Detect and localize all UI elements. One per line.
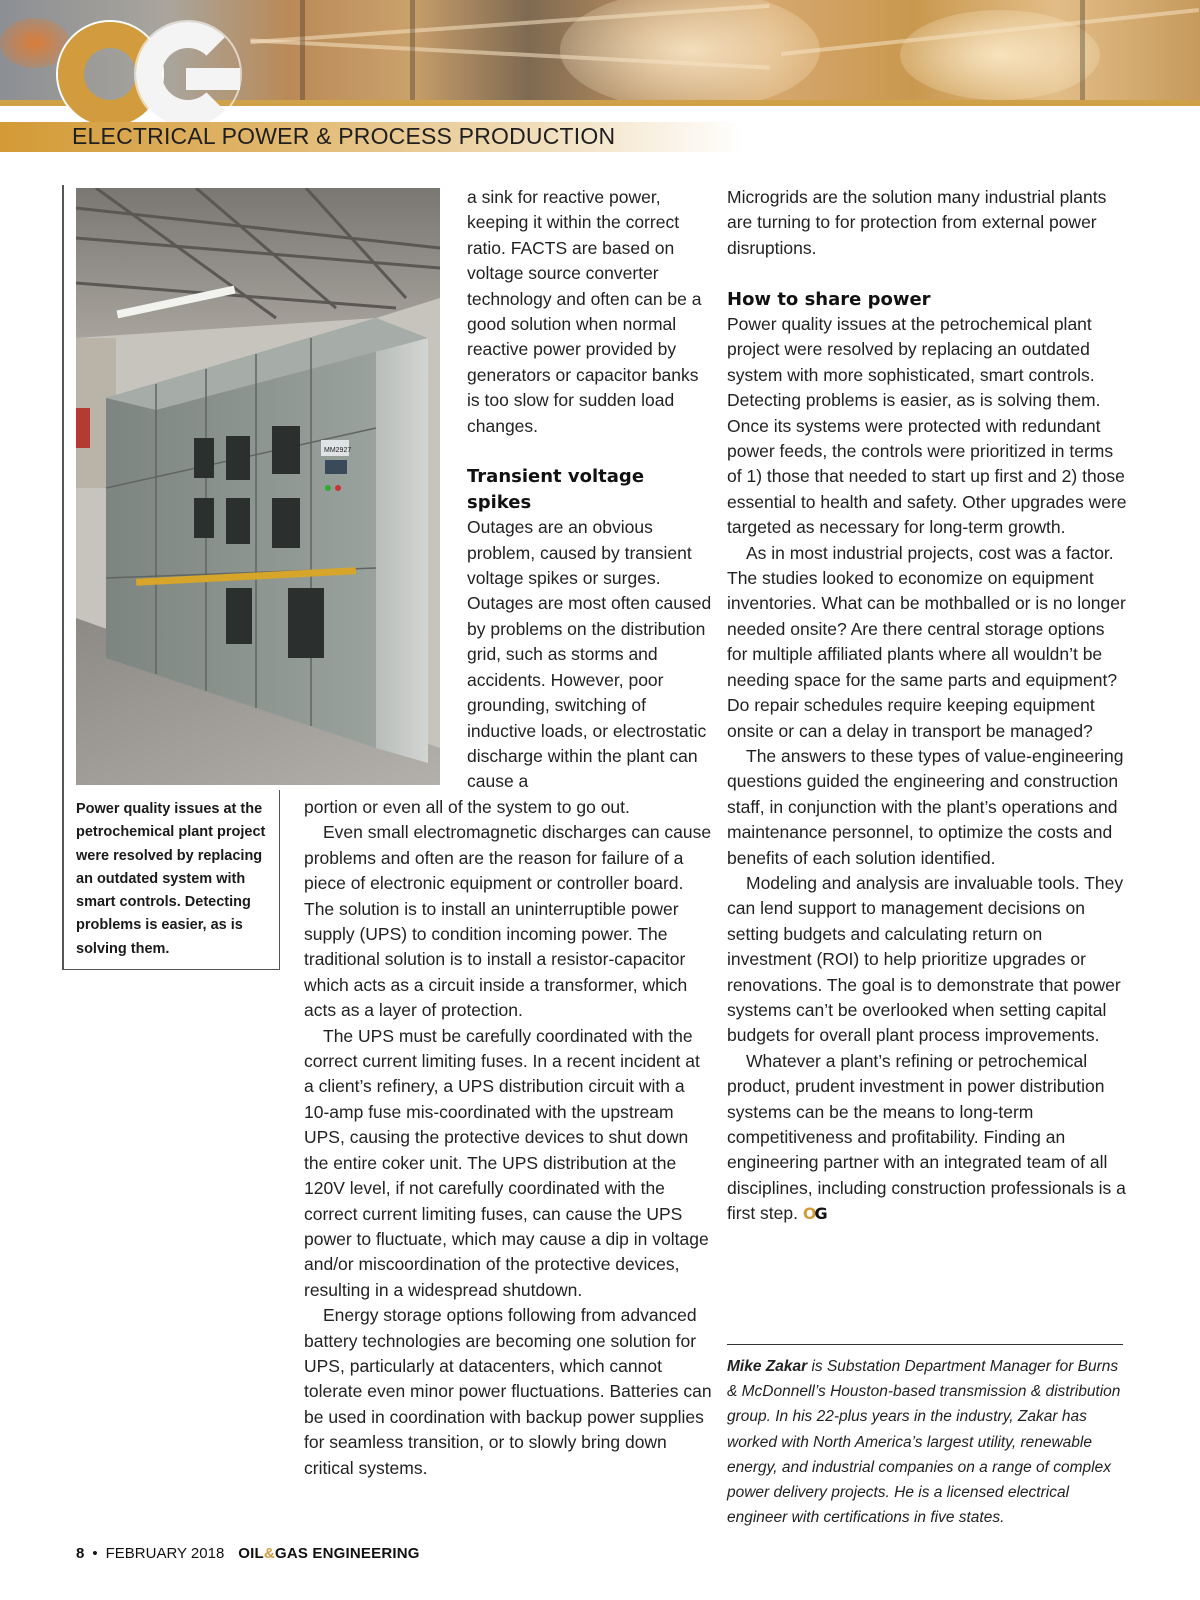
author-bio (727, 1354, 1127, 1530)
paragraph: The UPS must be carefully coordinated with the correct current limiting fuses. In a recent incident at a client’s refinery, a UPS distribution circuit with a 10-amp fuse mis-coordinated with the upstream UPS, causing the protective devices to shut down the entire coker unit. The UPS distribution at the 120V level, if not carefully coordinated with the correct current limiting fuses, can cause the UPS power to fluctuate, which may cause a dip in voltage and/or miscoordination of the protective devices, resulting in a widespread shutdown. (304, 1025, 709, 1300)
bio-divider (727, 1344, 1123, 1345)
paragraph: Energy storage options following from advanced battery technologies are becoming one solution for UPS, particularly at datacenters, which cannot tolerate even minor power fluctuations. Batteries can be used in coordination with backup power supplies for seamless transition, or to slowly bring down critical systems. (304, 1305, 712, 1478)
paragraph: Power quality issues at the petrochemical plant project were resolved by replacing an outdated system with more sophisticated, smart controls. Detecting problems is easier, as is solving them. Once its systems were protected with redundant power feeds, the controls were prioritized in terms of 1) those that needed to start up first and 2) those essential to health and safety. Other upgrades were targeted as necessary for long-term growth. (727, 314, 1127, 538)
paragraph: The answers to these types of value-engineering questions guided the engineering and construction staff, in conjunction with the plant’s operations and maintenance personnel, to optimize the costs and benefits of each solution identified. (727, 745, 1124, 868)
magazine-name-amp: & (263, 1545, 275, 1562)
photo-caption: Power quality issues at the petrochemical plant project were resolved by replacing an outdated system with smart controls. Detecting problems is easier, as is solving them. (76, 801, 266, 957)
paragraph: Microgrids are the solution many industrial plants are turning to for protection from external power disruptions. (727, 187, 1107, 258)
paragraph: Modeling and analysis are invaluable tools. They can lend support to management decisions on setting budgets and calculating return on investment (ROI) to help prioritize upgrades or renovations. The goal is to demonstrate that power systems can’t be overlooked when setting capital budgets for overall plant process improvements. (727, 872, 1124, 1046)
page-number: 8 (76, 1545, 85, 1562)
author-name: Mike Zakar (727, 1358, 808, 1375)
switchgear-illustration (76, 188, 440, 785)
subheading-transient-voltage-spikes: Transient voltage spikes (467, 466, 645, 513)
logo-g-bar (186, 68, 240, 90)
author-bio-text: is Substation Department Manager for Burns & McDonnell’s Houston-based transmission & distribution group. In his 22-plus years in the industry, Zakar has worked with North America’s largest utility, renewable energy, and industrial companies on a range of complex power delivery projects. He is a licensed electrical engineer with certifications in five states. (727, 1358, 1121, 1527)
og-logo (58, 6, 258, 124)
issue-date: FEBRUARY 2018 (105, 1545, 225, 1562)
section-title: ELECTRICAL POWER & PROCESS PRODUCTION (72, 123, 616, 149)
page-footer (76, 1545, 420, 1562)
paragraph: portion or even all of the system to go out. (304, 797, 630, 817)
photo-caption-box (62, 790, 280, 970)
magazine-name (238, 1545, 419, 1562)
og-end-mark-icon: OG (802, 1204, 826, 1224)
switchgear-side (376, 318, 428, 763)
paragraph: a sink for reactive power, keeping it within the correct ratio. FACTS are based on voltage source converter technology and often can be a good solution when normal reactive power provided by generators or capacitor banks is too slow for sudden load changes. (467, 187, 702, 436)
paragraph-final (727, 1049, 1127, 1227)
column-2-top (467, 185, 712, 795)
panel-label: MM2927 (324, 447, 352, 454)
column-3 (727, 185, 1127, 1227)
paragraph-text: Whatever a plant’s refining or petrochemical product, prudent investment in power distribution systems can be the means to long-term competitiveness and profitability. Finding an engineering partner with an integrated team of all disciplines, including construction professionals is a first step. (727, 1050, 1126, 1224)
magazine-name-part1: OIL (238, 1545, 264, 1562)
subheading-how-to-share-power: How to share power (727, 288, 931, 310)
switchgear-photo (76, 188, 440, 785)
footer-separator: • (92, 1545, 98, 1562)
paragraph: Outages are an obvious problem, caused by transient voltage spikes or surges. Outages are most often caused by problems on the distribution grid, such as storms and accidents. However, poor grounding, switching of inductive loads, or electrostatic discharge within the plant can cause a (467, 517, 712, 792)
paragraph: As in most industrial projects, cost was a factor. The studies looked to economize on equipment inventories. What can be mothballed or is no longer needed onsite? Are there central storage options for multiple affiliated plants where all wouldn’t be needing space for the same parts and equipment? Do repair schedules require keeping equipment onsite or can a delay in transport be managed? (727, 542, 1126, 741)
paragraph: Even small electromagnetic discharges can cause problems and often are the reason for failure of a piece of electronic equipment or controller board. The solution is to install an uninterruptible power supply (UPS) to condition incoming power. The traditional solution is to install a resistor-capacitor which acts as a circuit inside a transformer, which acts as a layer of protection. (304, 822, 712, 1021)
magazine-name-part2: GAS ENGINEERING (274, 1545, 420, 1562)
fire-extinguisher (76, 408, 90, 448)
column-2-bottom (304, 795, 712, 1481)
